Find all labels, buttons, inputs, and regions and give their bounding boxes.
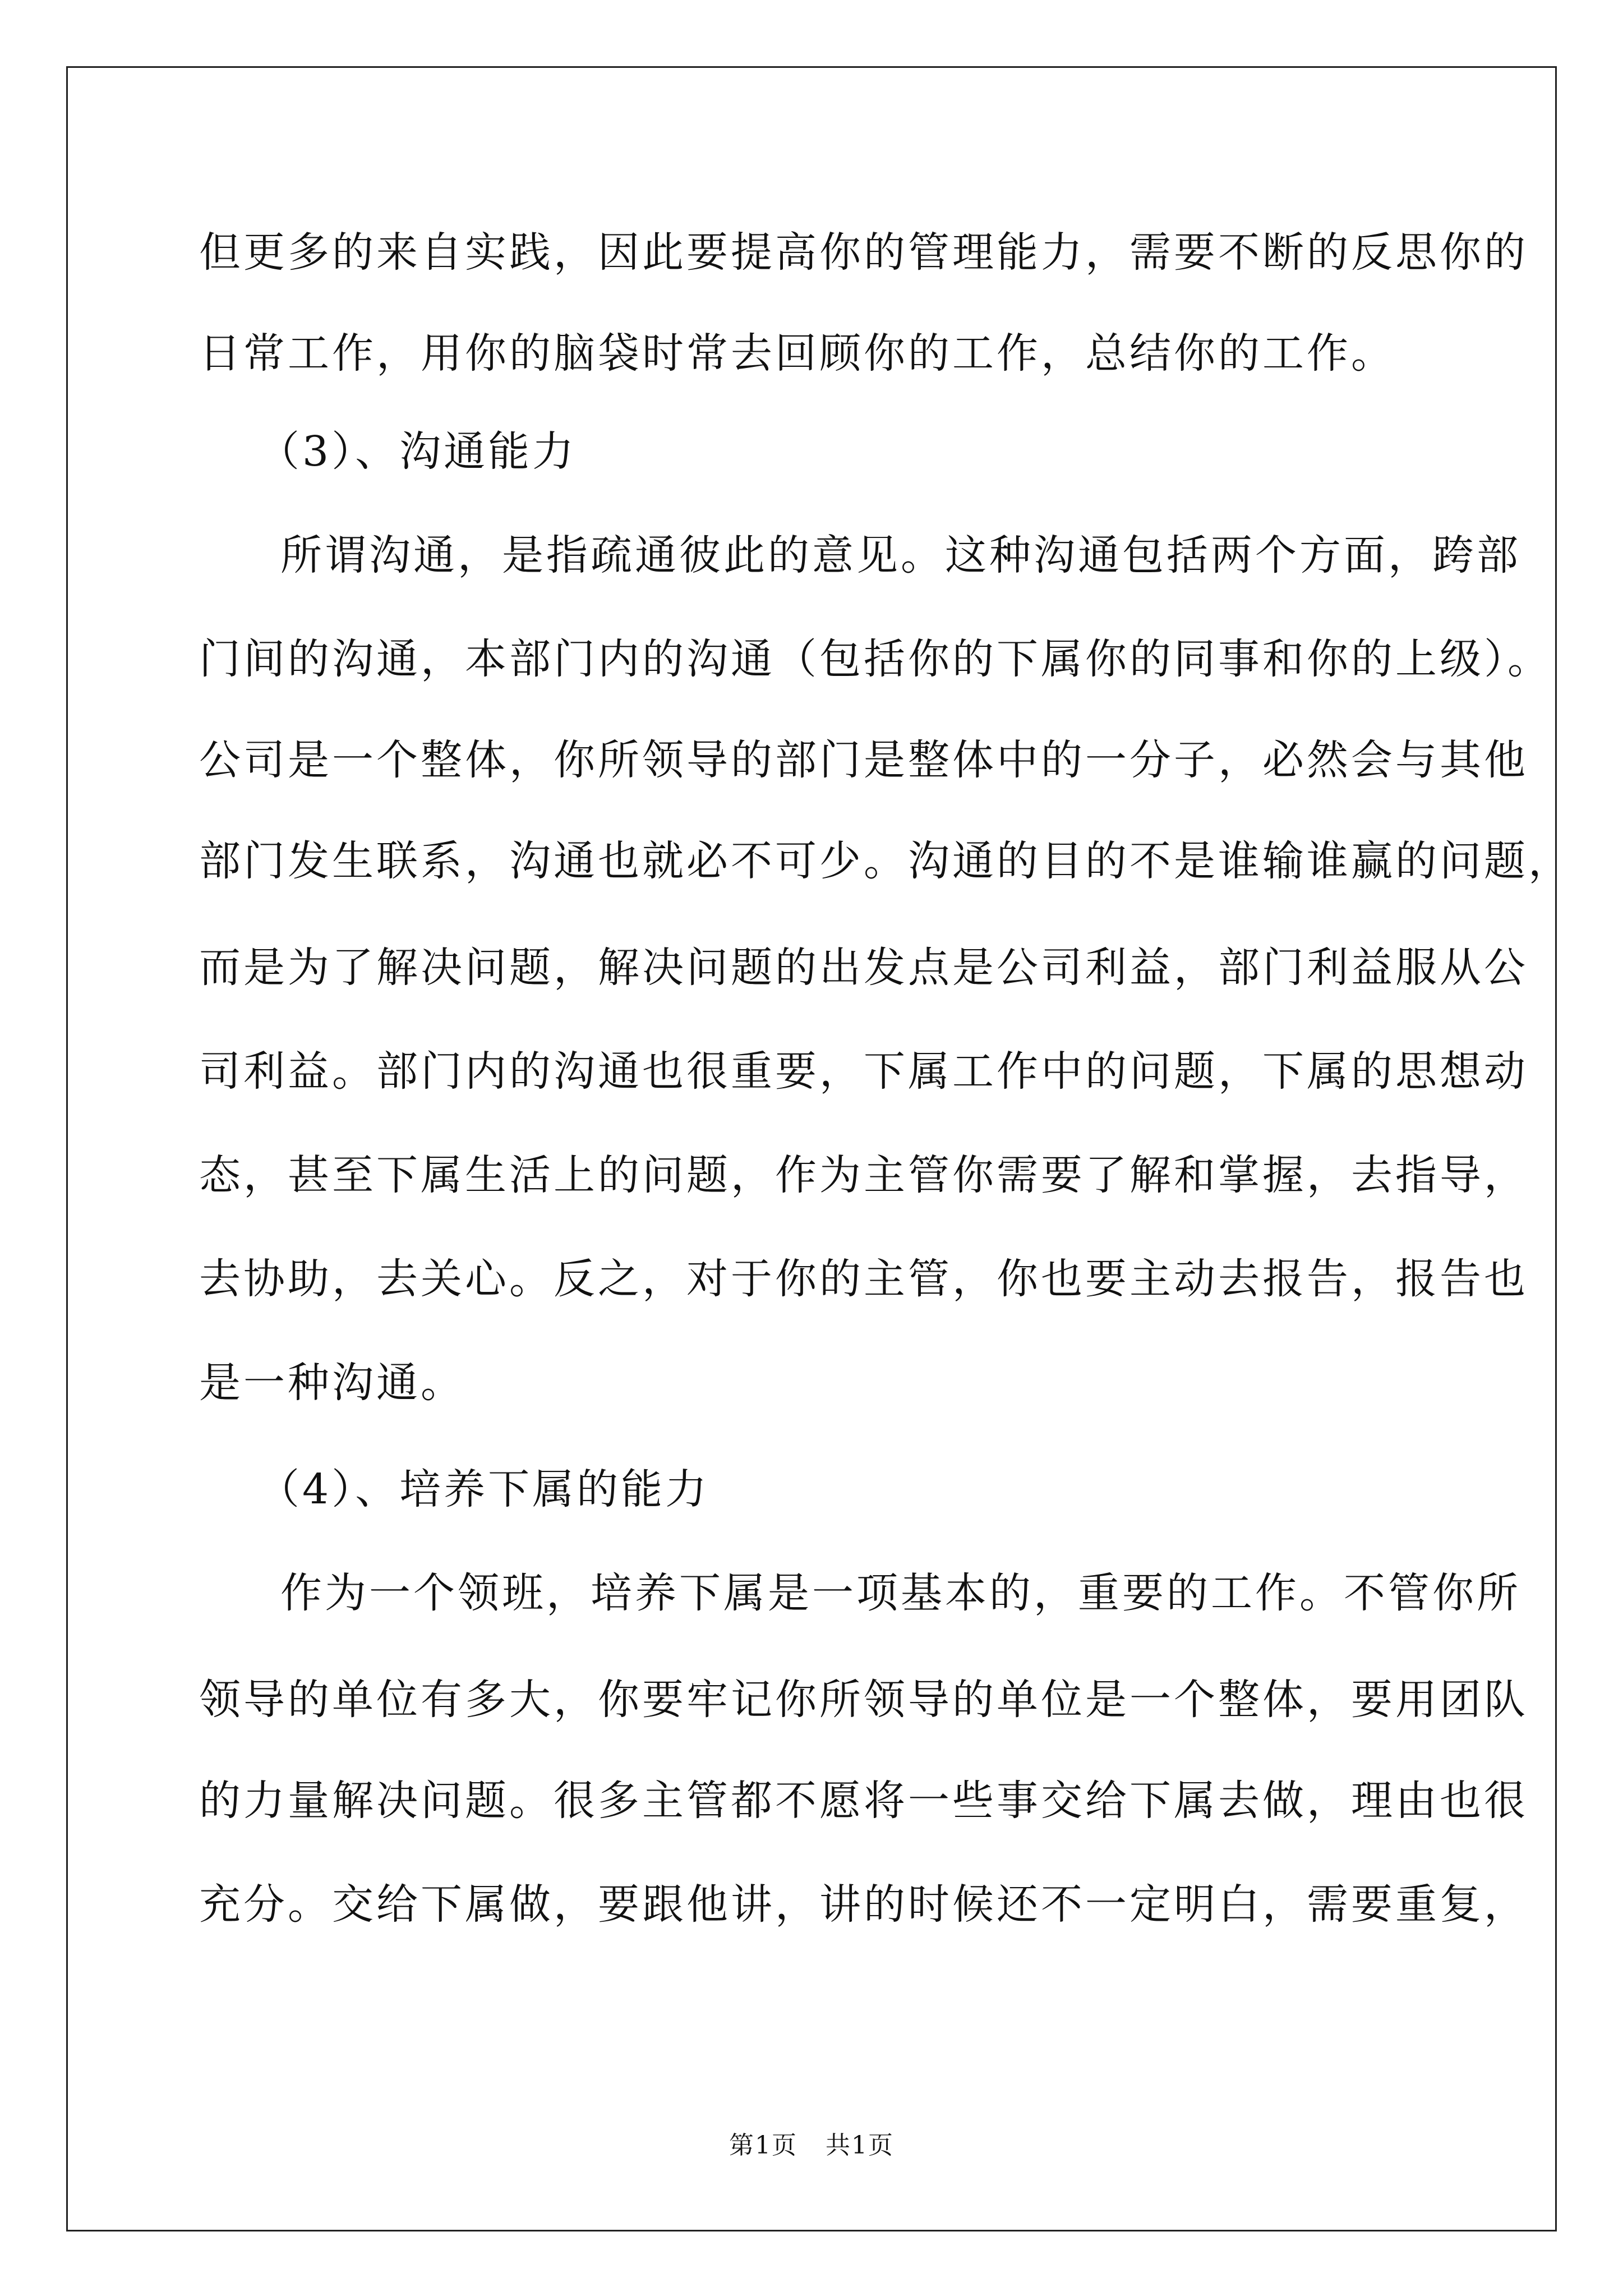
text-line: 公司是一个整体，你所领导的部门是整体中的一分子，必然会与其他 (199, 736, 1528, 784)
text-line: 领导的单位有多大，你要牢记你所领导的单位是一个整体，要用团队 (199, 1676, 1528, 1724)
text-line: 日常工作，用你的脑袋时常去回顾你的工作，总结你的工作。 (199, 329, 1395, 378)
text-line: 门间的沟通，本部门内的沟通（包括你的下属你的同事和你的上级）。 (199, 635, 1552, 683)
page-total: 共1页 (826, 2131, 894, 2160)
text-line: 态，甚至下属生活上的问题，作为主管你需要了解和掌握，去指导， (199, 1151, 1528, 1199)
text-line: 充分。交给下属做，要跟他讲，讲的时候还不一定明白，需要重复， (199, 1880, 1528, 1929)
page-number: 第1页 (729, 2131, 797, 2160)
section-heading: （4）、培养下属的能力 (258, 1465, 710, 1513)
text-line: 的力量解决问题。很多主管都不愿将一些事交给下属去做，理由也很 (199, 1777, 1528, 1825)
text-line: 去协助，去关心。反之，对于你的主管，你也要主动去报告，报告也 (199, 1255, 1528, 1303)
section-heading: （3）、沟通能力 (258, 427, 577, 476)
text-line: 是一种沟通。 (199, 1359, 465, 1407)
text-line: 司利益。部门内的沟通也很重要，下属工作中的问题，下属的思想动 (199, 1047, 1528, 1096)
text-line: 而是为了解决问题，解决问题的出发点是公司利益，部门利益服从公 (199, 944, 1528, 992)
text-line: 部门发生联系，沟通也就必不可少。沟通的目的不是谁输谁赢的问题， (199, 837, 1573, 885)
text-line: 所谓沟通，是指疏通彼此的意见。这种沟通包括两个方面，跨部 (280, 531, 1521, 579)
page-footer (0, 2129, 1623, 2162)
text-line: 但更多的来自实践，因此要提高你的管理能力，需要不断的反思你的 (199, 228, 1528, 277)
text-line: 作为一个领班，培养下属是一项基本的，重要的工作。不管你所 (280, 1569, 1521, 1617)
